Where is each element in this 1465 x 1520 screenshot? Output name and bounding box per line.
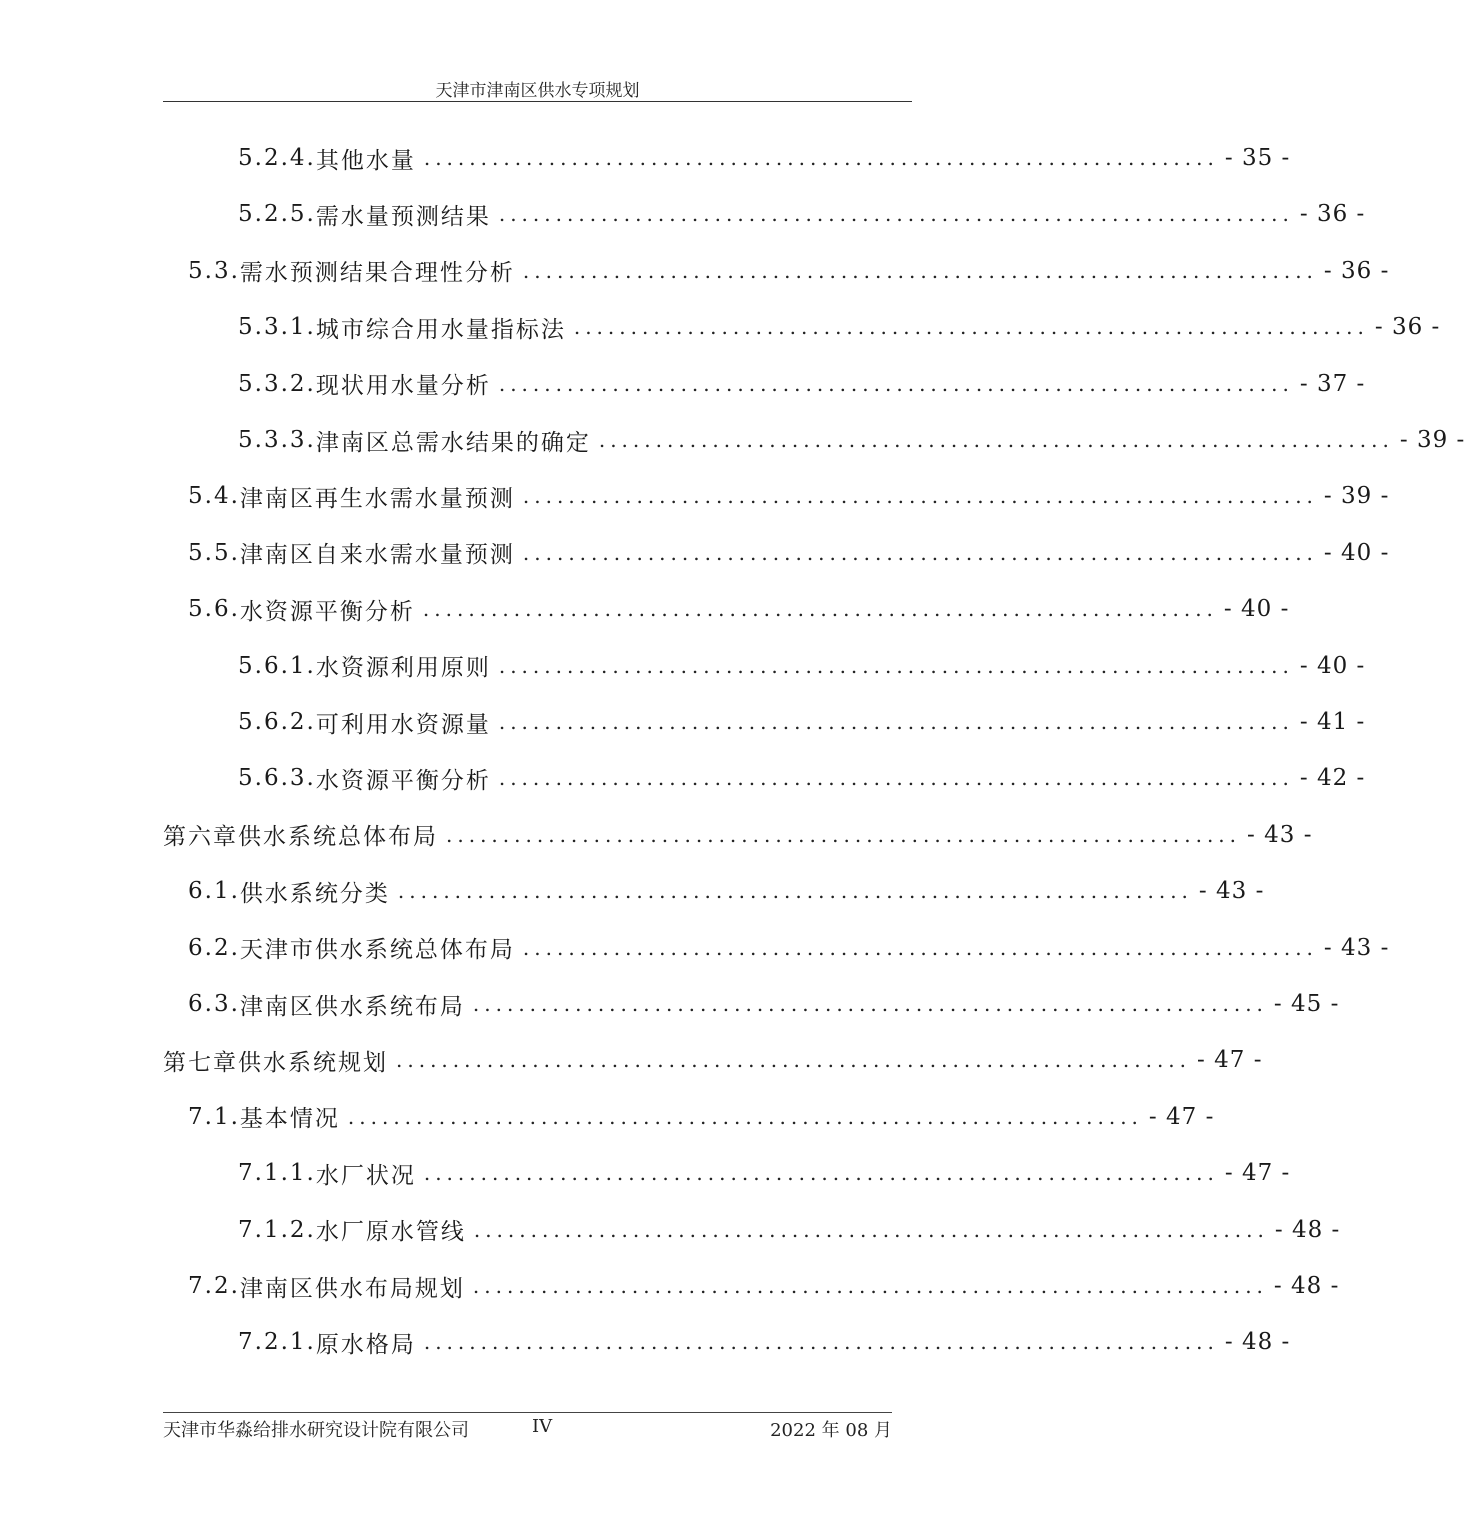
toc-entry-number: 5.3. — [188, 257, 240, 284]
toc-entry-number: 5.3.2. — [238, 370, 316, 397]
toc-entry-page: - 43 - — [1198, 878, 1265, 905]
toc-entry[interactable] — [163, 1032, 1263, 1088]
toc-entry-title: 津南区供水布局规划 — [239, 1275, 465, 1302]
toc-entry[interactable] — [188, 1089, 1215, 1145]
toc-entry-number: 7.1.1. — [238, 1160, 316, 1187]
toc-entry-page: - 37 - — [1299, 370, 1366, 397]
toc-entry-title: 需水量预测结果 — [315, 203, 491, 230]
toc-entry-page: - 47 - — [1224, 1160, 1291, 1187]
toc-leader-dots: ...................................................................... — [472, 992, 1268, 1016]
toc-entry[interactable] — [188, 581, 1290, 637]
toc-leader-dots: ...................................................................... — [522, 484, 1318, 509]
toc-entry-page: - 39 - — [1399, 427, 1465, 453]
toc-entry-page: - 36 - — [1374, 314, 1441, 341]
toc-entry-title: 城市综合用水量指标法 — [315, 316, 566, 343]
toc-entry-number: 7.2. — [188, 1273, 240, 1299]
toc-entry-page: - 47 - — [1148, 1103, 1215, 1130]
toc-entry-number: 5.3.3. — [238, 427, 316, 453]
toc-entry-title: 可利用水资源量 — [315, 711, 491, 738]
toc-entry-page: - 36 - — [1299, 201, 1366, 228]
toc-entry-page: - 48 - — [1273, 1273, 1340, 1299]
toc-entry[interactable] — [238, 1314, 1291, 1370]
header-rule — [163, 101, 912, 102]
toc-leader-dots: ...................................................................... — [472, 1274, 1268, 1298]
running-header: 天津市津南区供水专项规划 — [435, 81, 640, 101]
footer-page-number: IV — [532, 1416, 553, 1437]
toc-leader-dots: ...................................................................... — [423, 1330, 1219, 1355]
toc-entry-number: 7.2.1. — [238, 1329, 316, 1356]
toc-entry-title: 供水系统分类 — [239, 880, 390, 907]
toc-entry-title: 其他水量 — [315, 147, 416, 174]
toc-entry[interactable] — [238, 750, 1366, 806]
toc-leader-dots: ...................................................................... — [446, 822, 1242, 847]
toc-entry-number: 6.1. — [188, 878, 240, 905]
toc-entry-number: 5.6.1. — [238, 652, 316, 679]
toc-entry-number: 第六章 — [163, 824, 238, 851]
toc-leader-dots: ...................................................................... — [498, 710, 1294, 734]
toc-entry-number: 5.2.5. — [238, 201, 316, 228]
toc-entry-number: 第七章 — [163, 1049, 238, 1076]
toc-entry[interactable] — [238, 130, 1291, 186]
toc-entry-number: 5.3.1. — [238, 314, 316, 341]
toc-entry-title: 水厂状况 — [315, 1162, 416, 1189]
toc-entry-page: - 45 - — [1273, 991, 1340, 1017]
toc-entry-title: 水资源利用原则 — [315, 655, 491, 682]
toc-entry[interactable] — [188, 525, 1390, 581]
toc-entry-page: - 43 - — [1247, 821, 1313, 848]
footer-date: 2022 年 08 月 — [770, 1420, 892, 1441]
toc-entry-number: 5.6. — [188, 596, 240, 623]
toc-entry-title: 津南区再生水需水量预测 — [239, 485, 515, 512]
toc-entry[interactable] — [188, 863, 1265, 919]
toc-entry-number: 5.6.3. — [238, 765, 316, 792]
toc-leader-dots: ...................................................................... — [522, 540, 1318, 565]
toc-entry-number: 5.2.4. — [238, 145, 316, 171]
toc-leader-dots: ...................................................................... — [347, 1104, 1143, 1129]
toc-entry[interactable] — [238, 1202, 1341, 1258]
toc-entry-page: - 48 - — [1224, 1329, 1291, 1356]
toc-entry-number: 5.5. — [188, 539, 240, 566]
toc-entry[interactable] — [188, 1258, 1340, 1314]
toc-leader-dots: ...................................................................... — [422, 597, 1218, 622]
toc-entry-number: 5.4. — [188, 483, 240, 510]
toc-leader-dots: ...................................................................... — [573, 315, 1369, 340]
toc-entry[interactable] — [163, 807, 1313, 863]
toc-entry[interactable] — [238, 1145, 1291, 1201]
toc-entry[interactable] — [238, 694, 1366, 750]
toc-entry-title: 水厂原水管线 — [315, 1219, 466, 1246]
toc-entry-page: - 40 - — [1323, 539, 1390, 566]
toc-entry[interactable] — [188, 976, 1340, 1032]
toc-entry-page: - 40 - — [1299, 652, 1366, 679]
toc-entry-title: 水资源平衡分析 — [315, 767, 491, 794]
toc-entry-title: 津南区供水系统布局 — [239, 993, 465, 1020]
toc-entry-page: - 39 - — [1323, 483, 1390, 510]
toc-entry-number: 7.1.2. — [238, 1216, 316, 1243]
toc-leader-dots: ...................................................................... — [498, 653, 1294, 678]
toc-entry-title: 天津市供水系统总体布局 — [239, 937, 515, 964]
toc-entry-title: 供水系统总体布局 — [238, 824, 438, 851]
toc-leader-dots: ...................................................................... — [498, 202, 1294, 227]
toc-entry-title: 现状用水量分析 — [315, 373, 491, 400]
toc-leader-dots: ...................................................................... — [498, 766, 1294, 791]
toc-entry-page: - 43 - — [1323, 934, 1390, 961]
toc-entry-number: 6.3. — [188, 991, 240, 1017]
toc-entry[interactable] — [188, 243, 1390, 299]
toc-entry-page: - 40 - — [1223, 596, 1290, 623]
toc-leader-dots: ...................................................................... — [498, 371, 1294, 396]
toc-entry-page: - 41 - — [1299, 709, 1366, 735]
toc-entry-number: 7.1. — [188, 1103, 240, 1130]
toc-entry-title: 水资源平衡分析 — [239, 598, 415, 625]
toc-entry-number: 5.6.2. — [238, 709, 316, 735]
toc-entry-number: 6.2. — [188, 934, 240, 961]
toc-entry-title: 基本情况 — [239, 1106, 340, 1133]
toc-leader-dots: ...................................................................... — [423, 146, 1219, 170]
toc-entry-page: - 42 - — [1299, 765, 1366, 792]
toc-entry-title: 需水预测结果合理性分析 — [239, 260, 515, 287]
toc-entry[interactable] — [238, 412, 1465, 468]
toc-entry-page: - 47 - — [1197, 1047, 1263, 1074]
toc-entry-title: 原水格局 — [315, 1331, 416, 1358]
toc-entry-page: - 36 - — [1323, 257, 1390, 284]
footer-company: 天津市华淼给排水研究设计院有限公司 — [163, 1420, 469, 1441]
toc-leader-dots: ...................................................................... — [522, 258, 1318, 283]
toc-entry[interactable] — [238, 356, 1366, 412]
footer-rule — [163, 1412, 892, 1413]
toc-leader-dots: ...................................................................... — [423, 1161, 1219, 1186]
toc-entry[interactable] — [188, 468, 1390, 524]
toc-entry-page: - 48 - — [1274, 1216, 1341, 1243]
toc-leader-dots: ...................................................................... — [473, 1217, 1269, 1242]
toc-entry-title: 供水系统规划 — [238, 1049, 388, 1076]
toc-entry-title: 津南区自来水需水量预测 — [239, 542, 515, 569]
toc-entry-title: 津南区总需水结果的确定 — [315, 429, 591, 456]
toc-leader-dots: ...................................................................... — [598, 428, 1394, 452]
toc-entry-page: - 35 - — [1224, 145, 1291, 171]
toc-leader-dots: ...................................................................... — [397, 879, 1193, 904]
toc-leader-dots: ...................................................................... — [396, 1048, 1192, 1073]
toc-entry[interactable] — [238, 186, 1366, 242]
toc-entry[interactable] — [188, 920, 1390, 976]
toc-entry[interactable] — [238, 638, 1366, 694]
toc-leader-dots: ...................................................................... — [522, 935, 1318, 960]
toc-entry[interactable] — [238, 299, 1441, 355]
